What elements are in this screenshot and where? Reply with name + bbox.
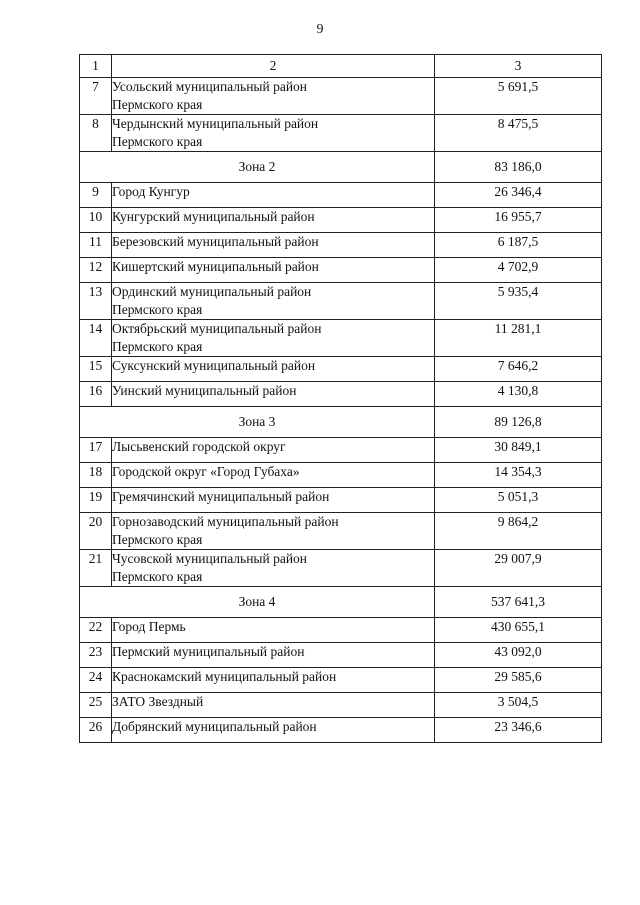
municipality-name-line: Город Пермь: [112, 619, 186, 634]
table-row: [80, 488, 602, 513]
municipality-name-line: Краснокамский муниципальный район: [112, 669, 337, 684]
table-row: [80, 233, 602, 258]
municipality-name: [112, 718, 435, 743]
municipality-name-line: Лысьвенский городской округ: [112, 439, 286, 454]
municipality-name-line: Пермского края: [112, 97, 203, 112]
zone-subtotal-row: [80, 587, 602, 618]
amount-value: 6 187,5: [435, 233, 602, 258]
table-row: [80, 115, 602, 152]
municipality-name-line: Город Кунгур: [112, 184, 190, 199]
municipality-name: [112, 78, 435, 115]
table-row: [80, 283, 602, 320]
amount-value: 30 849,1: [435, 438, 602, 463]
municipality-name: [112, 283, 435, 320]
municipality-name: [112, 320, 435, 357]
municipality-name-line: Пермского края: [112, 302, 203, 317]
amount-value: 4 702,9: [435, 258, 602, 283]
municipality-name-line: Октябрьский муниципальный район: [112, 321, 322, 336]
table-row: [80, 438, 602, 463]
row-number: 11: [80, 233, 112, 258]
zone-total-value: 83 186,0: [435, 152, 602, 183]
zone-label: Зона 4: [80, 587, 435, 618]
table-row: [80, 463, 602, 488]
municipality-name-line: Ординский муниципальный район: [112, 284, 312, 299]
municipality-name: [112, 115, 435, 152]
zone-label: Зона 3: [80, 407, 435, 438]
table-row: [80, 718, 602, 743]
zone-subtotal-row: [80, 407, 602, 438]
row-number: 22: [80, 618, 112, 643]
amount-value: 3 504,5: [435, 693, 602, 718]
amount-value: 23 346,6: [435, 718, 602, 743]
municipality-name-line: Пермского края: [112, 532, 203, 547]
municipality-name-line: Добрянский муниципальный район: [112, 719, 317, 734]
row-number: 21: [80, 550, 112, 587]
table-row: [80, 258, 602, 283]
amount-value: 26 346,4: [435, 183, 602, 208]
municipality-name-line: Пермского края: [112, 569, 203, 584]
table-row: [80, 618, 602, 643]
municipality-name-line: Горнозаводский муниципальный район: [112, 514, 339, 529]
amount-value: 11 281,1: [435, 320, 602, 357]
amount-value: 7 646,2: [435, 357, 602, 382]
row-number: 25: [80, 693, 112, 718]
municipality-name: [112, 618, 435, 643]
amount-value: 4 130,8: [435, 382, 602, 407]
amount-value: 5 691,5: [435, 78, 602, 115]
municipality-name: [112, 438, 435, 463]
header-col-3: 3: [435, 55, 602, 78]
amount-value: 5 935,4: [435, 283, 602, 320]
row-number: 16: [80, 382, 112, 407]
row-number: 9: [80, 183, 112, 208]
row-number: 23: [80, 643, 112, 668]
row-number: 14: [80, 320, 112, 357]
row-number: 10: [80, 208, 112, 233]
row-number: 8: [80, 115, 112, 152]
municipality-name: [112, 208, 435, 233]
row-number: 26: [80, 718, 112, 743]
amount-value: 29 007,9: [435, 550, 602, 587]
row-number: 20: [80, 513, 112, 550]
amount-value: 16 955,7: [435, 208, 602, 233]
table-row: [80, 320, 602, 357]
row-number: 24: [80, 668, 112, 693]
municipality-name-line: Пермский муниципальный район: [112, 644, 305, 659]
table-row: [80, 208, 602, 233]
table-row: [80, 78, 602, 115]
table-row: [80, 550, 602, 587]
row-number: 19: [80, 488, 112, 513]
municipality-name: [112, 513, 435, 550]
table-row: [80, 668, 602, 693]
municipality-name: [112, 693, 435, 718]
zone-subtotal-row: [80, 152, 602, 183]
municipality-name-line: Суксунский муниципальный район: [112, 358, 316, 373]
municipality-name-line: ЗАТО Звездный: [112, 694, 204, 709]
table-row: [80, 643, 602, 668]
amount-value: 5 051,3: [435, 488, 602, 513]
table-row: [80, 183, 602, 208]
municipality-name-line: Кунгурский муниципальный район: [112, 209, 315, 224]
municipality-name-line: Уинский муниципальный район: [112, 383, 297, 398]
amount-value: 14 354,3: [435, 463, 602, 488]
row-number: 15: [80, 357, 112, 382]
table-row: [80, 513, 602, 550]
table-header-row: [80, 55, 602, 78]
row-number: 13: [80, 283, 112, 320]
municipality-name-line: Кишертский муниципальный район: [112, 259, 319, 274]
municipality-name-line: Березовский муниципальный район: [112, 234, 319, 249]
row-number: 17: [80, 438, 112, 463]
amount-value: 9 864,2: [435, 513, 602, 550]
zone-total-value: 89 126,8: [435, 407, 602, 438]
municipality-name: [112, 382, 435, 407]
municipality-name-line: Усольский муниципальный район: [112, 79, 308, 94]
amount-value: 430 655,1: [435, 618, 602, 643]
municipality-name: [112, 668, 435, 693]
municipality-name: [112, 233, 435, 258]
table-row: [80, 693, 602, 718]
municipality-name-line: Городской округ «Город Губаха»: [112, 464, 300, 479]
municipality-name-line: Гремячинский муниципальный район: [112, 489, 330, 504]
header-col-2: 2: [112, 55, 435, 78]
table-row: [80, 382, 602, 407]
row-number: 18: [80, 463, 112, 488]
municipality-name: [112, 463, 435, 488]
row-number: 12: [80, 258, 112, 283]
municipality-name: [112, 183, 435, 208]
municipality-name-line: Пермского края: [112, 134, 203, 149]
allocation-table: [79, 54, 602, 743]
municipality-name-line: Чусовской муниципальный район: [112, 551, 308, 566]
row-number: 7: [80, 78, 112, 115]
municipality-name: [112, 488, 435, 513]
table-row: [80, 357, 602, 382]
municipality-name-line: Чердынский муниципальный район: [112, 116, 319, 131]
amount-value: 29 585,6: [435, 668, 602, 693]
zone-total-value: 537 641,3: [435, 587, 602, 618]
amount-value: 8 475,5: [435, 115, 602, 152]
municipality-name: [112, 550, 435, 587]
municipality-name: [112, 258, 435, 283]
municipality-name: [112, 357, 435, 382]
municipality-name-line: Пермского края: [112, 339, 203, 354]
page-number: 9: [316, 22, 324, 37]
table-body: [80, 55, 602, 743]
zone-label: Зона 2: [80, 152, 435, 183]
header-col-1: 1: [80, 55, 112, 78]
amount-value: 43 092,0: [435, 643, 602, 668]
municipality-name: [112, 643, 435, 668]
